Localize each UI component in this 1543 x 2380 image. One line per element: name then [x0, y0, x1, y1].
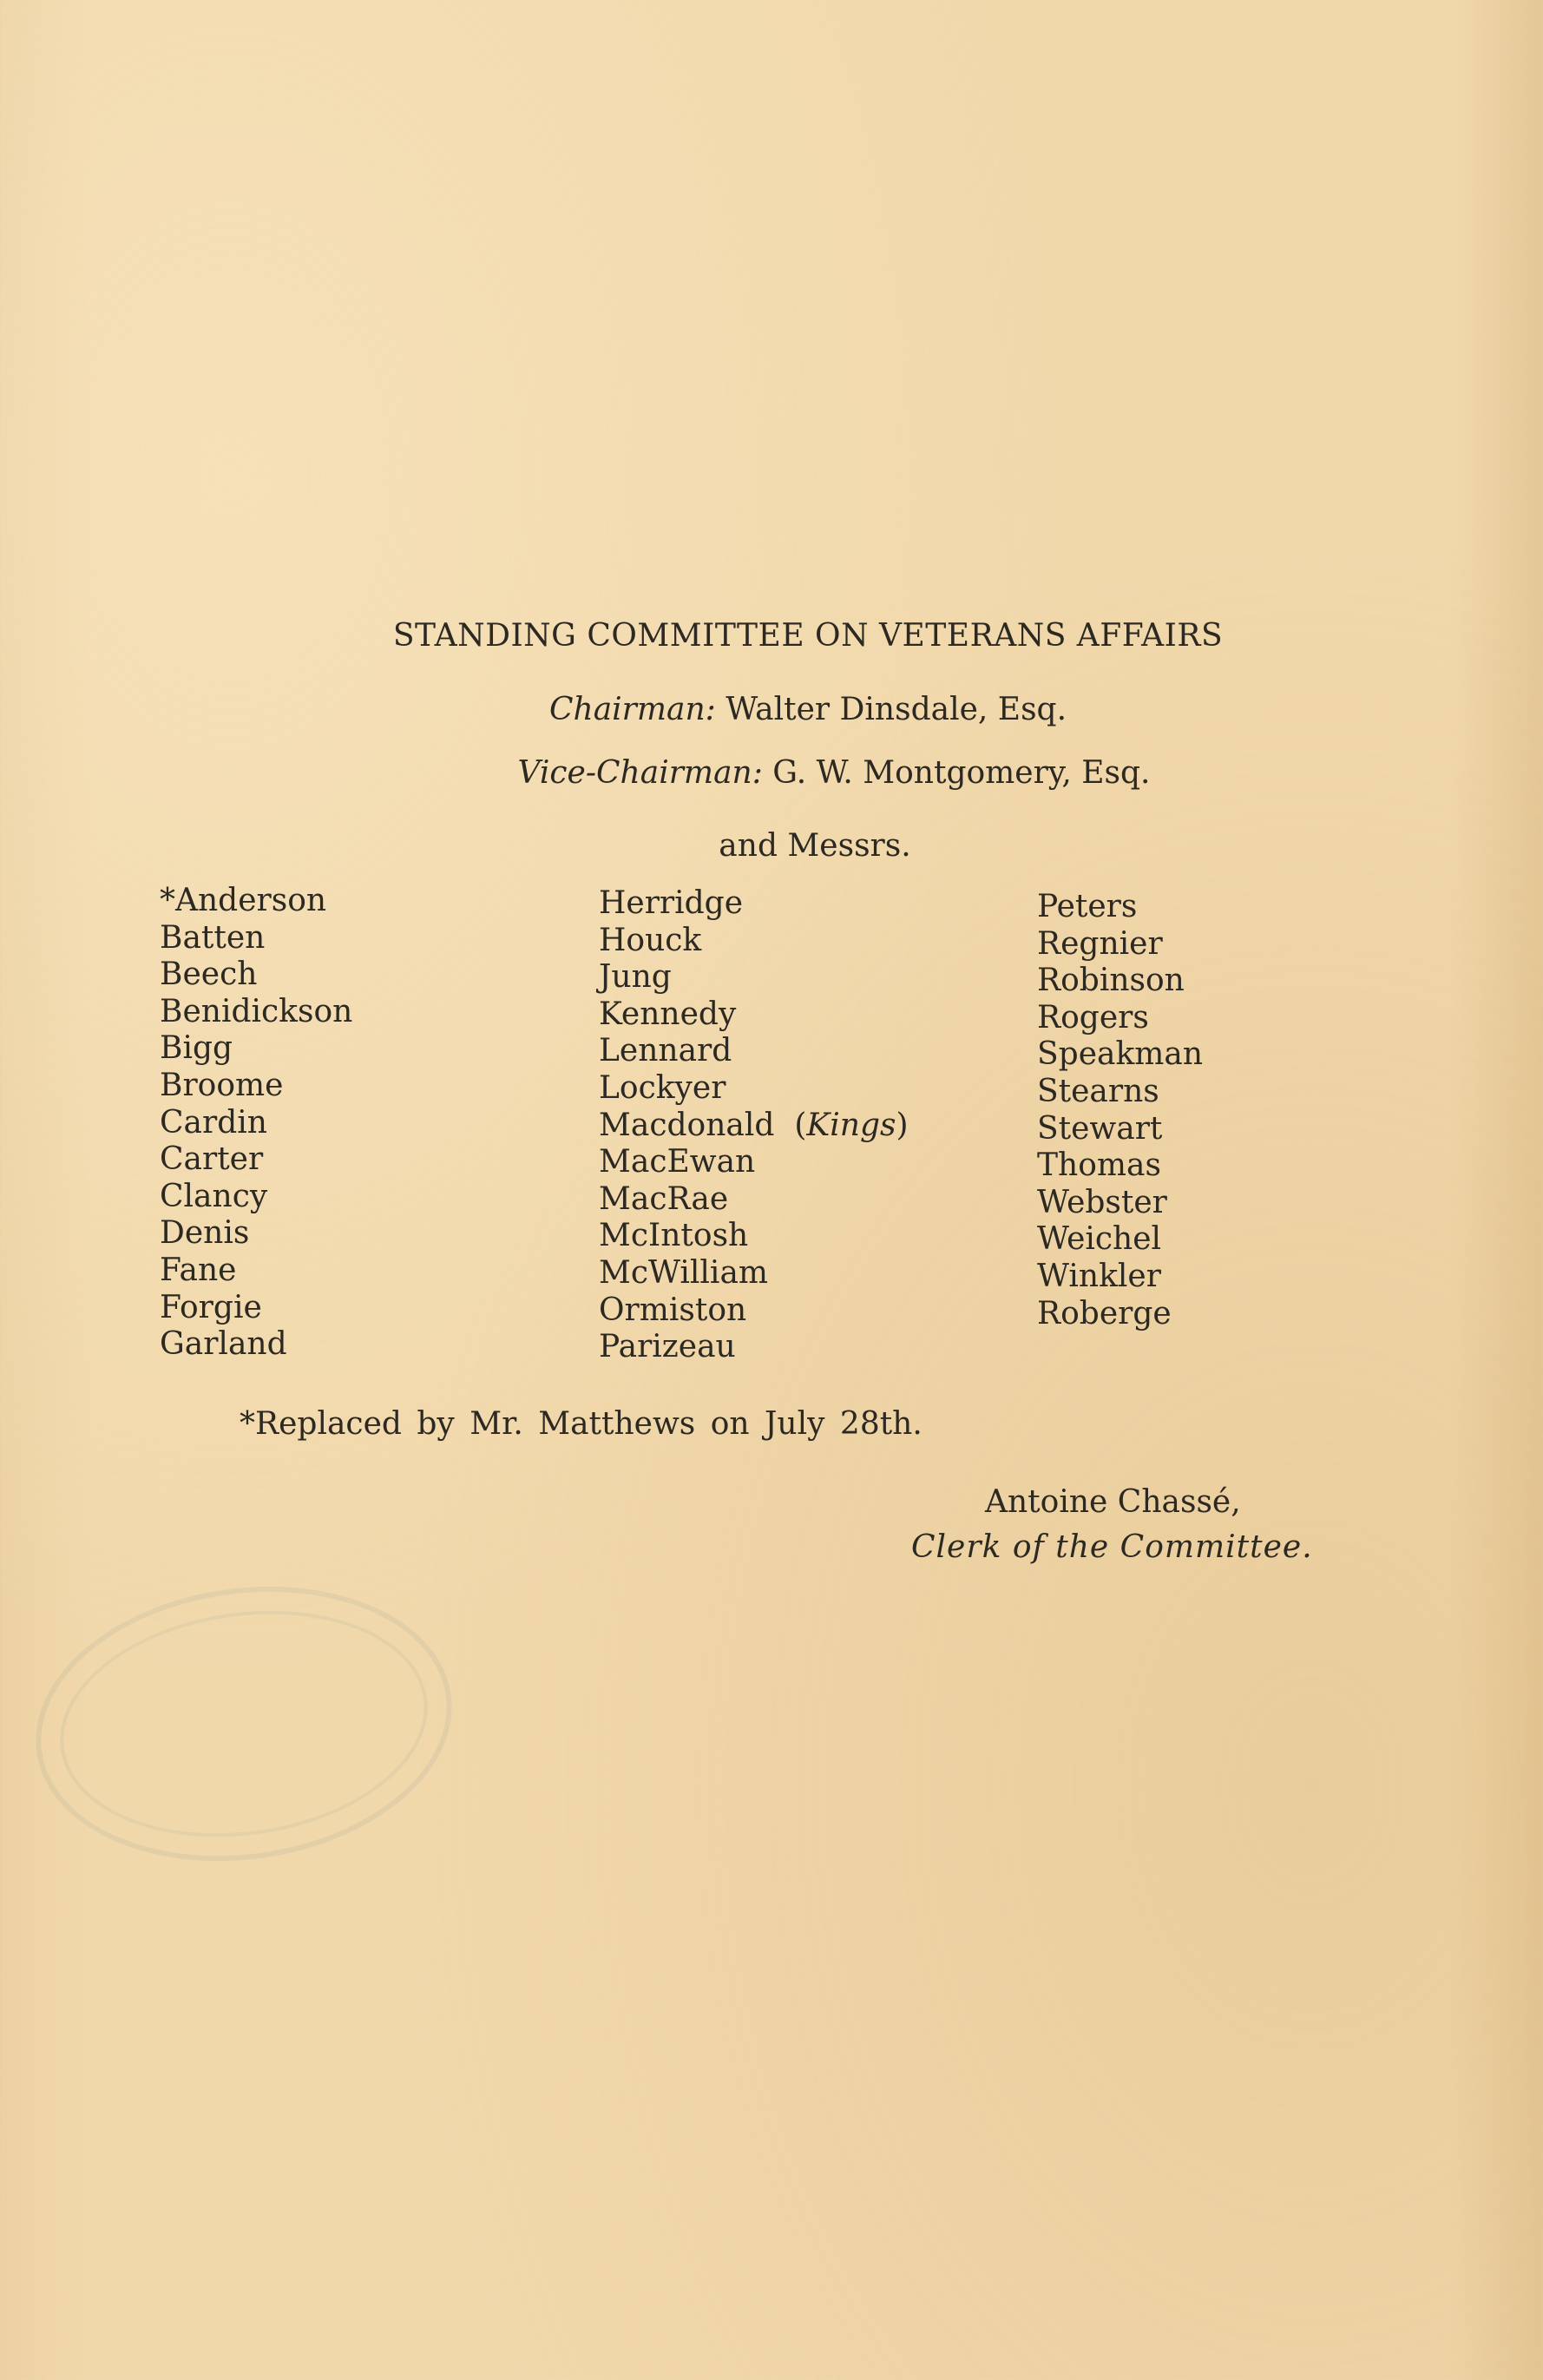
- member-name: Weichel: [1037, 1221, 1162, 1258]
- member-name: Benidickson: [160, 993, 353, 1029]
- member-name: Clancy: [160, 1178, 268, 1214]
- member-name: Forgie: [160, 1289, 262, 1325]
- members-column-1: [160, 883, 352, 1364]
- chairman-name: Walter Dinsdale, Esq.: [726, 692, 1067, 727]
- member-name: Bigg: [160, 1030, 233, 1067]
- vice-chairman-role: Vice-Chairman:: [517, 755, 763, 791]
- member-name: Ormiston: [599, 1292, 747, 1328]
- member-name: Speakman: [1037, 1036, 1204, 1073]
- member-name: Beech: [160, 957, 258, 993]
- member-name: MacEwan: [599, 1144, 756, 1180]
- member-name: Peters: [1037, 889, 1138, 924]
- member-name: Broome: [160, 1067, 284, 1103]
- member-name: Cardin: [160, 1104, 267, 1141]
- vice-chairman-name: G. W. Montgomery, Esq.: [772, 755, 1151, 791]
- member-name: Kennedy: [599, 996, 737, 1032]
- member-name: Macdonald: [599, 1107, 775, 1143]
- member-name: Rogers: [1037, 999, 1149, 1035]
- members-column-3: [1037, 889, 1203, 1332]
- and-messrs: and Messrs.: [719, 828, 911, 864]
- replacement-footnote: *Replaced by Mr. Matthews on July 28th.: [240, 1406, 923, 1442]
- members-column-2: [599, 885, 909, 1366]
- chairman-line: [36, 692, 1543, 727]
- member-name: *Anderson: [160, 883, 327, 918]
- vice-chairman-line: [62, 755, 1543, 791]
- member-name: Batten: [160, 919, 266, 956]
- member-name: Carter: [160, 1141, 264, 1178]
- member-name: Webster: [1037, 1184, 1167, 1220]
- member-name: Houck: [599, 922, 702, 958]
- member-name: Lennard: [599, 1033, 732, 1069]
- member-name: Denis: [160, 1215, 250, 1252]
- member-name: McIntosh: [599, 1218, 749, 1254]
- member-name: Stearns: [1037, 1073, 1159, 1109]
- member-name: Herridge: [599, 885, 744, 921]
- member-name: McWilliam: [599, 1254, 769, 1291]
- member-name: Parizeau: [599, 1329, 736, 1365]
- member-name: MacRae: [599, 1180, 729, 1217]
- member-name: Stewart: [1037, 1110, 1163, 1147]
- clerk-title: Clerk of the Committee.: [911, 1529, 1313, 1565]
- member-name-with-note: [599, 1108, 909, 1145]
- member-name: Garland: [160, 1326, 287, 1363]
- member-name: Regnier: [1037, 925, 1163, 962]
- member-name: Robinson: [1037, 963, 1185, 999]
- member-name: Thomas: [1037, 1147, 1161, 1184]
- member-name: Jung: [599, 959, 672, 996]
- member-name: Fane: [160, 1252, 237, 1288]
- faded-stamp: [18, 1561, 470, 1887]
- chairman-role: Chairman:: [548, 692, 716, 727]
- member-name: Roberge: [1037, 1295, 1172, 1331]
- member-name: Winkler: [1037, 1258, 1161, 1294]
- committee-title: STANDING COMMITTEE ON VETERANS AFFAIRS: [392, 618, 1224, 654]
- clerk-name: Antoine Chassé,: [985, 1484, 1241, 1520]
- riding-note: (Kings): [794, 1107, 909, 1143]
- member-name: Lockyer: [599, 1069, 726, 1106]
